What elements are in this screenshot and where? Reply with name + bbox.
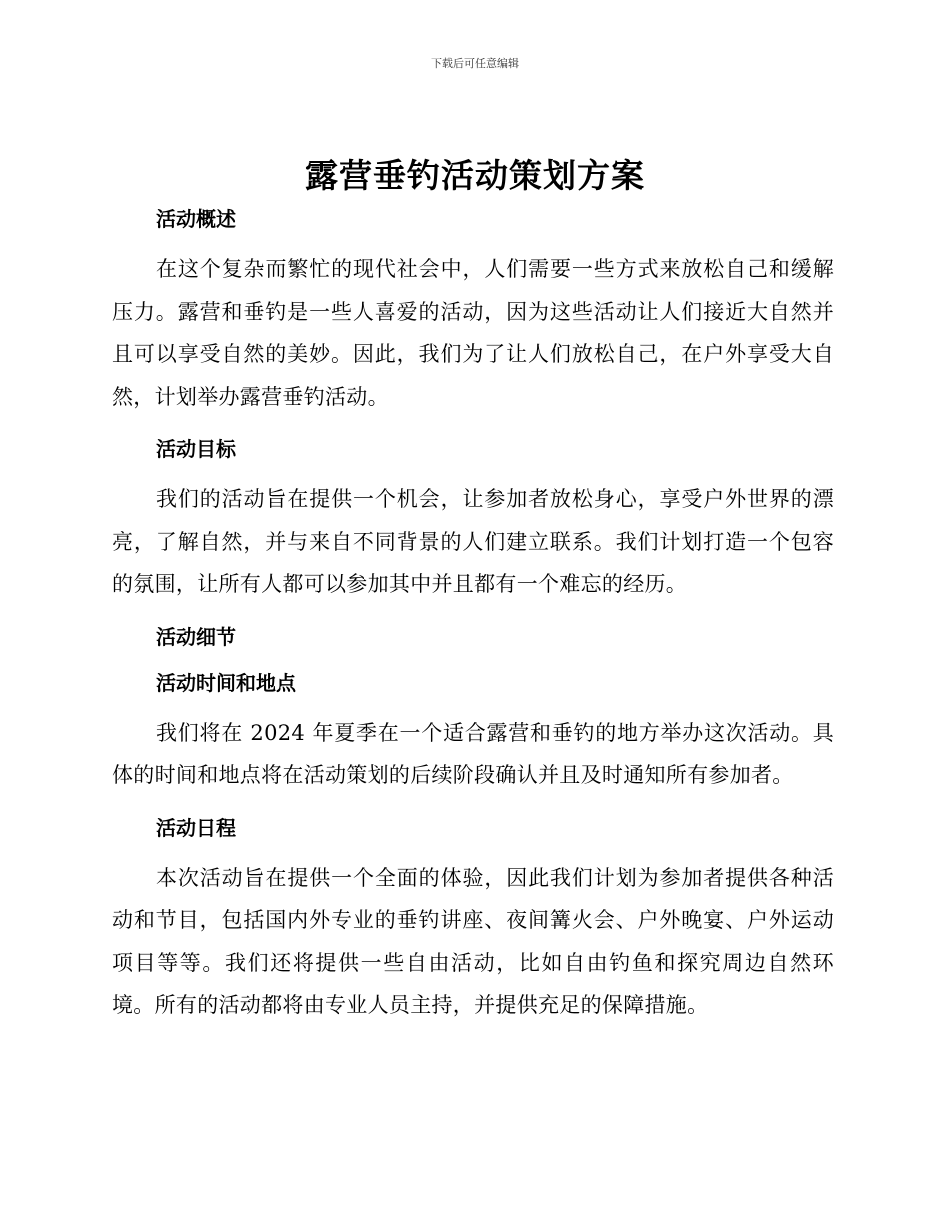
section-heading-details: 活动细节 bbox=[156, 624, 236, 649]
document-title: 露营垂钓活动策划方案 bbox=[305, 156, 645, 195]
section-heading-goals: 活动目标 bbox=[156, 437, 236, 461]
section-text-overview: 在这个复杂而繁忙的现代社会中，人们需要一些方式来放松自己和缓解压力。露营和垂钓是一些人喜爱的活动，因为这些活动让人们接近大自然并且可以享受自然的美妙。因此，我们为了让人们放松自己，在户外享受大自然，计划举办露营垂钓活动。 bbox=[112, 257, 834, 409]
section-heading-time-place: 活动时间和地点 bbox=[156, 670, 296, 695]
document-body bbox=[112, 202, 834, 1027]
header-note: 下载后可任意编辑 bbox=[431, 57, 519, 70]
section-text-time-place: 我们将在 2024 年夏季在一个适合露营和垂钓的地方举办这次活动。具体的时间和地点将在活动策划的后续阶段确认并且及时通知所有参加者。 bbox=[112, 720, 834, 787]
section-heading-overview: 活动概述 bbox=[156, 207, 236, 231]
section-heading-schedule: 活动日程 bbox=[156, 815, 236, 840]
section-text-schedule: 本次活动旨在提供一个全面的体验，因此我们计划为参加者提供各种活动和节目，包括国内外专业的垂钓讲座、夜间篝火会、户外晚宴、户外运动项目等等。我们还将提供一些自由活动，比如自由钓鱼和探究周边自然环境。所有的活动都将由专业人员主持，并提供充足的保障措施。 bbox=[112, 865, 834, 1017]
section-text-goals: 我们的活动旨在提供一个机会，让参加者放松身心，享受户外世界的漂亮，了解自然，并与来自不同背景的人们建立联系。我们计划打造一个包容的氛围，让所有人都可以参加其中并且都有一个难忘的经历。 bbox=[112, 487, 834, 596]
